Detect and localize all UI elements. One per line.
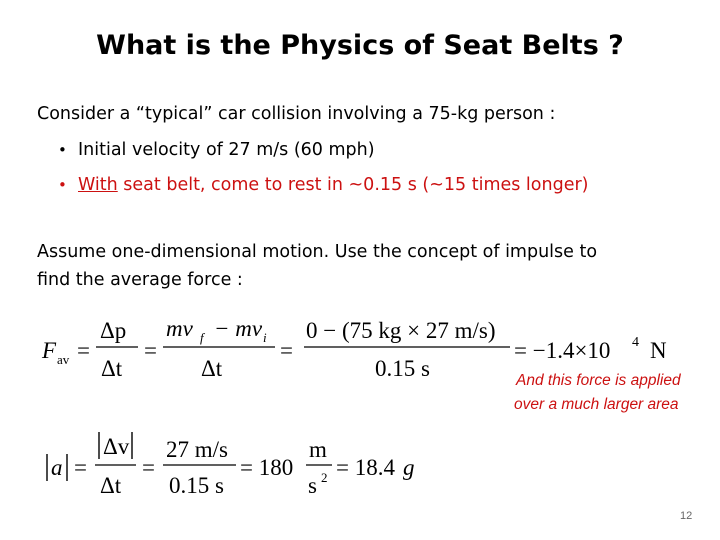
eq-sign-1: = xyxy=(74,455,87,480)
force-frac2-den: Δt xyxy=(201,356,223,381)
eq-sign-3: = xyxy=(280,338,293,363)
force-frac2-num-a: mv xyxy=(166,316,193,341)
force-result: = −1.4×10 xyxy=(514,338,611,363)
accel-frac2-num: 27 m/s xyxy=(166,437,228,462)
paragraph-line-2: find the average force : xyxy=(37,270,243,290)
force-frac2-num-b: − mv xyxy=(214,316,263,341)
bullet-1-text: Initial velocity of 27 m/s (60 mph) xyxy=(78,140,375,160)
force-frac2-num-b-sub: i xyxy=(263,330,267,345)
force-frac2-num-a-sub: f xyxy=(200,330,204,345)
accel-unit-den: s xyxy=(308,473,317,498)
eq-sign-2: = xyxy=(142,455,155,480)
force-frac1-num: Δp xyxy=(100,318,127,343)
accel-frac2-den: 0.15 s xyxy=(169,473,224,498)
force-frac1-den: Δt xyxy=(101,356,123,381)
accel-frac1-num: Δv xyxy=(103,434,130,459)
page-number: 12 xyxy=(680,510,693,522)
note-line-1: And this force is applied xyxy=(516,372,681,389)
bullet-2-text: seat belt, come to rest in ~0.15 s (~15 times longer) xyxy=(117,175,589,195)
accel-unit-num: m xyxy=(309,437,327,462)
note-line-2: over a much larger area xyxy=(514,396,679,413)
accel-lhs: a xyxy=(51,455,63,480)
paragraph-line-1: Assume one-dimensional motion. Use the concept of impulse to xyxy=(37,242,598,262)
force-frac3-den: 0.15 s xyxy=(375,356,430,381)
bullet-1 xyxy=(58,140,375,160)
force-lhs-sub: av xyxy=(57,352,70,367)
bullet-2-emphasis: With xyxy=(78,175,118,195)
eq-sign-1: = xyxy=(77,338,90,363)
slide-title: What is the Physics of Seat Belts ? xyxy=(96,30,624,61)
bullet-2 xyxy=(58,175,589,195)
force-lhs: F xyxy=(42,338,57,363)
eq-sign-2: = xyxy=(144,338,157,363)
force-result-unit: N xyxy=(650,338,667,363)
force-frac3-num: 0 − (75 kg × 27 m/s) xyxy=(306,318,496,343)
bullet-dot-icon: • xyxy=(58,141,67,159)
force-result-exp: 4 xyxy=(632,335,639,350)
intro-text: Consider a “typical” car collision involving a 75-kg person : xyxy=(37,104,556,124)
acceleration-equation xyxy=(36,424,456,510)
accel-frac1-den: Δt xyxy=(100,473,122,498)
accel-unit-den-exp: 2 xyxy=(321,470,328,485)
accel-result: = 18.4 xyxy=(336,455,395,480)
accel-mid: = 180 xyxy=(240,455,294,480)
accel-result-g: g xyxy=(403,455,415,480)
bullet-dot-icon: • xyxy=(58,176,67,194)
